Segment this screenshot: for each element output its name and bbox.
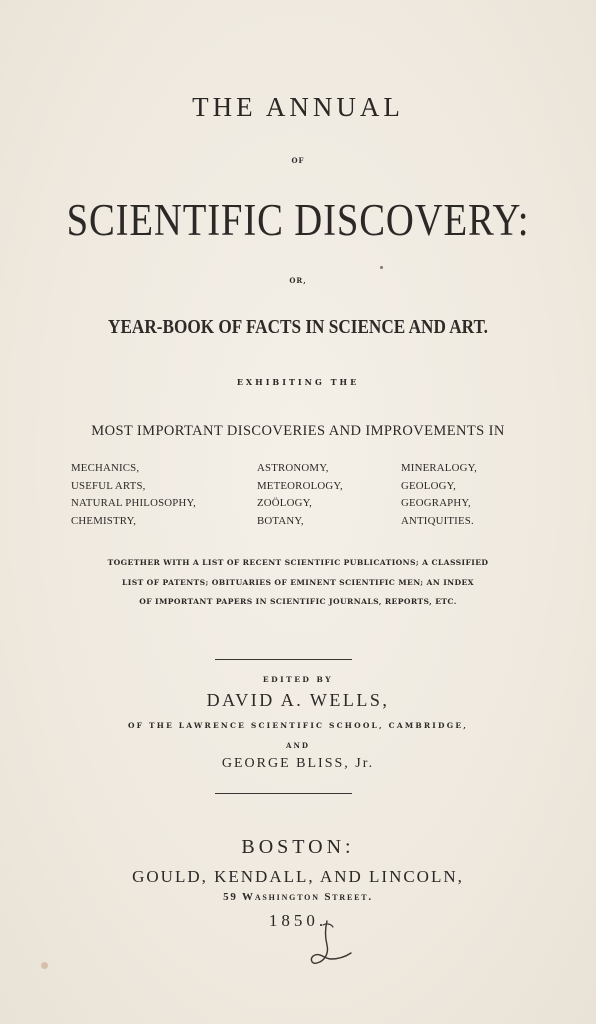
together-line: OF IMPORTANT PAPERS IN SCIENTIFIC JOURNALS, REPORTS, ETC. — [139, 597, 457, 606]
paper-speck — [41, 962, 48, 969]
subject-item: ZOÖLOGY, — [257, 497, 313, 509]
subject-item: MECHANICS, — [71, 462, 140, 474]
subtitle: YEAR-BOOK OF FACTS IN SCIENCE AND ART. — [108, 316, 488, 338]
subject-item: BOTANY, — [257, 514, 304, 527]
subject-item: ASTRONOMY, — [257, 462, 329, 474]
paper-speck — [380, 266, 383, 269]
main-title: SCIENTIFIC DISCOVERY: — [66, 195, 530, 245]
editor-1-affiliation: OF THE LAWRENCE SCIENTIFIC SCHOOL, CAMBRIDGE, — [127, 721, 469, 730]
together-paragraph — [0, 553, 596, 612]
subject-item: NATURAL PHILOSOPHY, — [71, 497, 196, 509]
subjects-column-1 — [71, 460, 196, 530]
handwritten-mark — [305, 915, 365, 975]
imprint-year: 1850. — [268, 911, 328, 930]
imprint-address: 59 Washington Street. — [223, 891, 373, 903]
subject-item: MINERALOGY, — [401, 462, 478, 474]
most-important-line: MOST IMPORTANT DISCOVERIES AND IMPROVEMENTS IN — [91, 423, 505, 439]
or-word: OR, — [289, 276, 307, 285]
exhibiting-label: EXHIBITING THE — [236, 377, 360, 387]
subject-item: GEOGRAPHY, — [401, 497, 471, 509]
title-line: THE ANNUAL — [192, 92, 404, 122]
divider-bottom — [215, 793, 352, 794]
edited-by-label: EDITED BY — [262, 675, 334, 684]
together-line: LIST OF PATENTS; OBITUARIES OF EMINENT SCIENTIFIC MEN; AN INDEX — [122, 577, 474, 587]
subject-item: USEFUL ARTS, — [71, 479, 146, 492]
editor-2-name: GEORGE BLISS, Jr. — [221, 756, 375, 771]
divider-top — [215, 659, 352, 660]
editor-1-name: DAVID A. WELLS, — [206, 690, 390, 710]
subject-item: GEOLOGY, — [401, 479, 457, 492]
subjects-column-2 — [257, 460, 343, 530]
of-word: OF — [291, 156, 305, 165]
subject-item: CHEMISTRY, — [71, 514, 137, 527]
imprint-publisher: GOULD, KENDALL, AND LINCOLN, — [132, 867, 464, 886]
and-word: AND — [286, 741, 310, 750]
subject-item: METEOROLOGY, — [257, 479, 343, 492]
subject-item: ANTIQUITIES. — [401, 514, 474, 527]
subjects-column-3 — [401, 460, 477, 530]
imprint-city: BOSTON: — [241, 836, 355, 858]
together-line: TOGETHER WITH A LIST OF RECENT SCIENTIFIC PUBLICATIONS; A CLASSIFIED — [107, 558, 489, 567]
